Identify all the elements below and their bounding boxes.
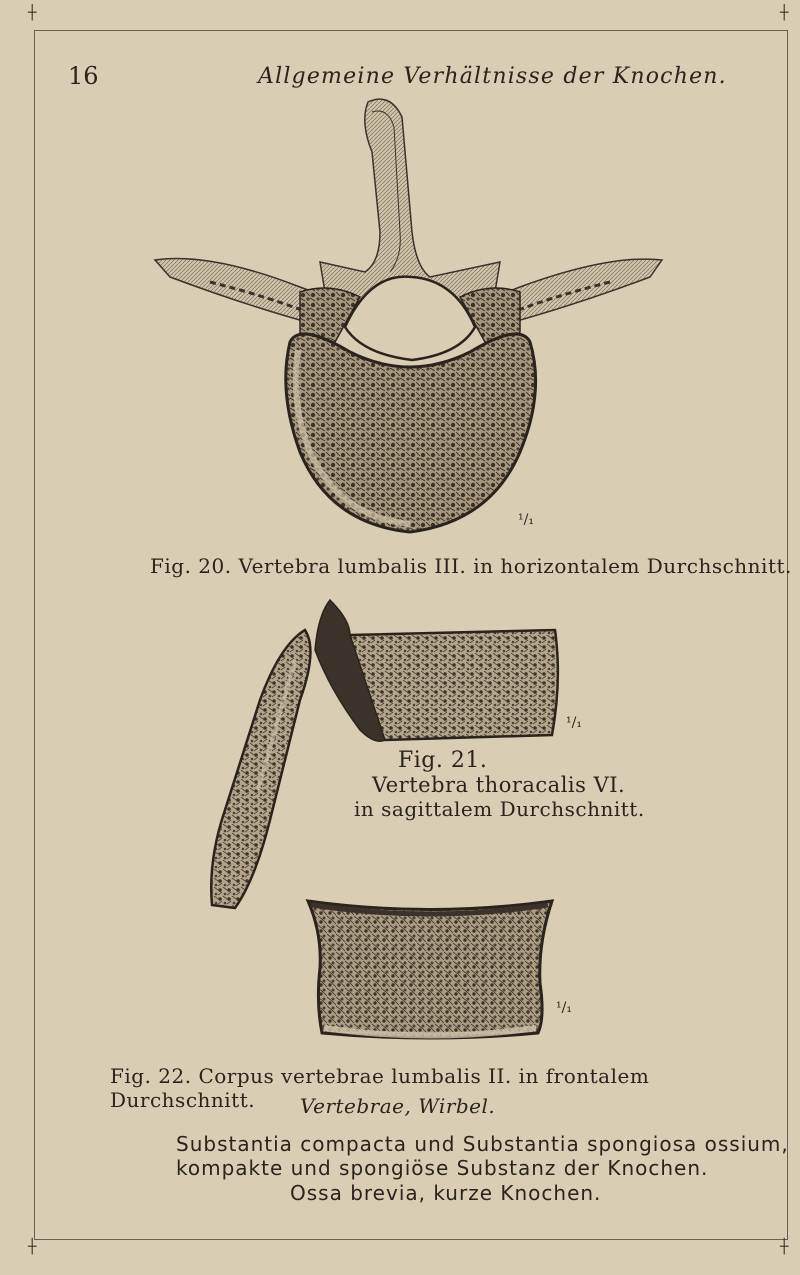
crop-mark-bottom-right-icon: ┼ [780, 1239, 789, 1255]
fig21-number: Fig. 21. [398, 748, 488, 773]
fig20-caption: Fig. 20. Vertebra lumbalis III. in horizontalem Durchschnitt. [150, 554, 792, 578]
fig20-scale: ¹/₁ [518, 512, 534, 528]
body-line-2: kompakte und spongiöse Substanz der Knochen. [176, 1156, 709, 1180]
fig22-vertebra-illustration [300, 893, 560, 1053]
fig21-caption-line1: Vertebra thoracalis VI. [372, 773, 626, 797]
fig21-caption-line2: in sagittalem Durchschnitt. [354, 797, 645, 821]
fig22-caption: Fig. 22. Corpus vertebrae lumbalis II. in frontalem Durchschnitt. [110, 1064, 650, 1112]
fig21-scale: ¹/₁ [566, 715, 582, 731]
fig22-scale: ¹/₁ [556, 1000, 572, 1016]
crop-mark-top-right-icon: ┼ [780, 5, 789, 21]
page-number: 16 [68, 62, 99, 90]
fig21-vertebra-illustration [200, 590, 570, 915]
crop-mark-bottom-left-icon: ┼ [28, 1239, 37, 1255]
fig20-vertebra-illustration [150, 92, 670, 547]
crop-mark-top-left-icon: ┼ [28, 5, 37, 21]
body-line-3: Ossa brevia, kurze Knochen. [290, 1181, 602, 1205]
section-title: Vertebrae, Wirbel. [300, 1094, 496, 1118]
body-line-1: Substantia compacta und Substantia spongiosa ossium, [176, 1132, 789, 1156]
running-head: Allgemeine Verhältnisse der Knochen. [258, 64, 727, 89]
